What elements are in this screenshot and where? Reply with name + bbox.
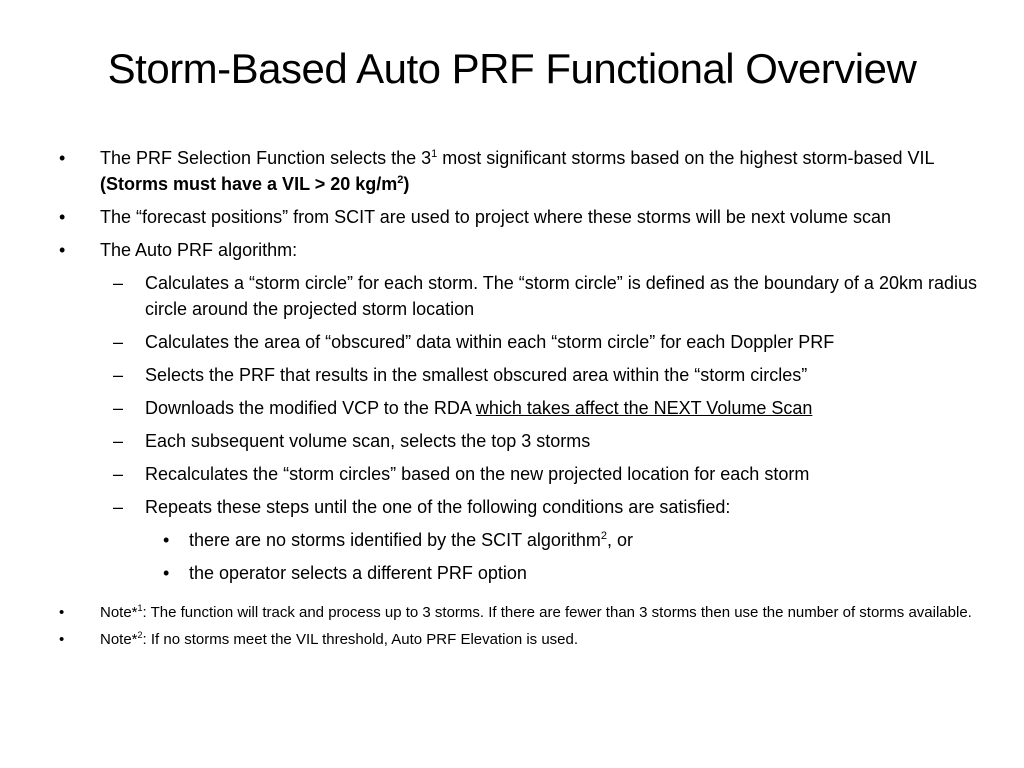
dash-download-vcp bbox=[57, 395, 977, 421]
dash-select-prf bbox=[57, 362, 977, 388]
superscript: 2 bbox=[397, 174, 404, 186]
footnote-number: 2 bbox=[137, 630, 143, 640]
dash-text: Downloads the modified VCP to the RDA bbox=[145, 398, 476, 418]
bullet-text: The PRF Selection Function selects the 3 bbox=[100, 148, 432, 168]
spacer bbox=[57, 593, 977, 601]
footnote-ref: 2 bbox=[600, 530, 607, 542]
next-volume-scan-note: which takes affect the NEXT Volume Scan bbox=[475, 398, 813, 418]
sub-bullet-text: there are no storms identified by the SCIT algorithm bbox=[189, 530, 601, 550]
bullet-marker: • bbox=[59, 604, 65, 621]
dash-recalculate bbox=[57, 461, 977, 487]
bullet-storm-selection bbox=[57, 145, 977, 197]
dash-marker: – bbox=[113, 273, 124, 293]
bullet-marker: • bbox=[59, 148, 66, 168]
bullet-forecast-positions bbox=[57, 204, 977, 230]
sub-bullet-text-cont: , or bbox=[607, 530, 634, 550]
dash-storm-circle bbox=[57, 270, 977, 322]
bullet-marker: • bbox=[59, 240, 66, 260]
bullet-marker: • bbox=[59, 207, 66, 227]
dash-marker: – bbox=[113, 398, 124, 418]
dash-marker: – bbox=[113, 431, 124, 451]
slide-body bbox=[57, 145, 977, 655]
bullet-marker: • bbox=[163, 563, 170, 583]
note-text: : If no storms meet the VIL threshold, Auto PRF Elevation is used. bbox=[142, 631, 579, 648]
dash-text: Recalculates the “storm circles” based on the new projected location for each storm bbox=[145, 464, 810, 484]
dash-text: Calculates a “storm circle” for each storm. The “storm circle” is defined as the boundary of a 20km radius circle around the projected storm location bbox=[145, 273, 977, 319]
dash-subsequent-scan bbox=[57, 428, 977, 454]
note-1 bbox=[57, 601, 977, 625]
dash-marker: – bbox=[113, 332, 124, 352]
bullet-marker: • bbox=[163, 530, 170, 550]
dash-text: Each subsequent volume scan, selects the top 3 storms bbox=[145, 431, 591, 451]
dash-marker: – bbox=[113, 497, 124, 517]
dash-obscured-area bbox=[57, 329, 977, 355]
bullet-algorithm bbox=[57, 237, 977, 263]
dash-marker: – bbox=[113, 365, 124, 385]
footnote-ref: 1 bbox=[431, 148, 438, 160]
dash-repeat bbox=[57, 494, 977, 520]
bullet-text: The Auto PRF algorithm: bbox=[100, 240, 298, 260]
sub-bullet-no-storms bbox=[57, 527, 977, 553]
sub-bullet-operator bbox=[57, 560, 977, 586]
slide-title: Storm-Based Auto PRF Functional Overview bbox=[107, 45, 917, 92]
dash-text: Selects the PRF that results in the smallest obscured area within the “storm circles” bbox=[145, 365, 808, 385]
dash-text: Repeats these steps until the one of the following conditions are satisfied: bbox=[145, 497, 731, 517]
footnote-number: 1 bbox=[137, 603, 143, 613]
vil-requirement-end: ) bbox=[403, 174, 410, 194]
note-2 bbox=[57, 628, 977, 652]
note-label: Note* bbox=[100, 631, 138, 648]
bullet-marker: • bbox=[59, 631, 65, 648]
vil-requirement: (Storms must have a VIL > 20 kg/m bbox=[100, 174, 398, 194]
note-text: : The function will track and process up to 3 storms. If there are fewer than 3 storms then use the number of storms available. bbox=[142, 604, 972, 621]
dash-text: Calculates the area of “obscured” data within each “storm circle” for each Doppler PRF bbox=[145, 332, 835, 352]
note-label: Note* bbox=[100, 604, 138, 621]
bullet-text: The “forecast positions” from SCIT are used to project where these storms will be next volume scan bbox=[100, 207, 891, 227]
bullet-text-cont: most significant storms based on the highest storm-based VIL bbox=[437, 148, 934, 168]
sub-bullet-text: the operator selects a different PRF option bbox=[189, 563, 527, 583]
dash-marker: – bbox=[113, 464, 124, 484]
